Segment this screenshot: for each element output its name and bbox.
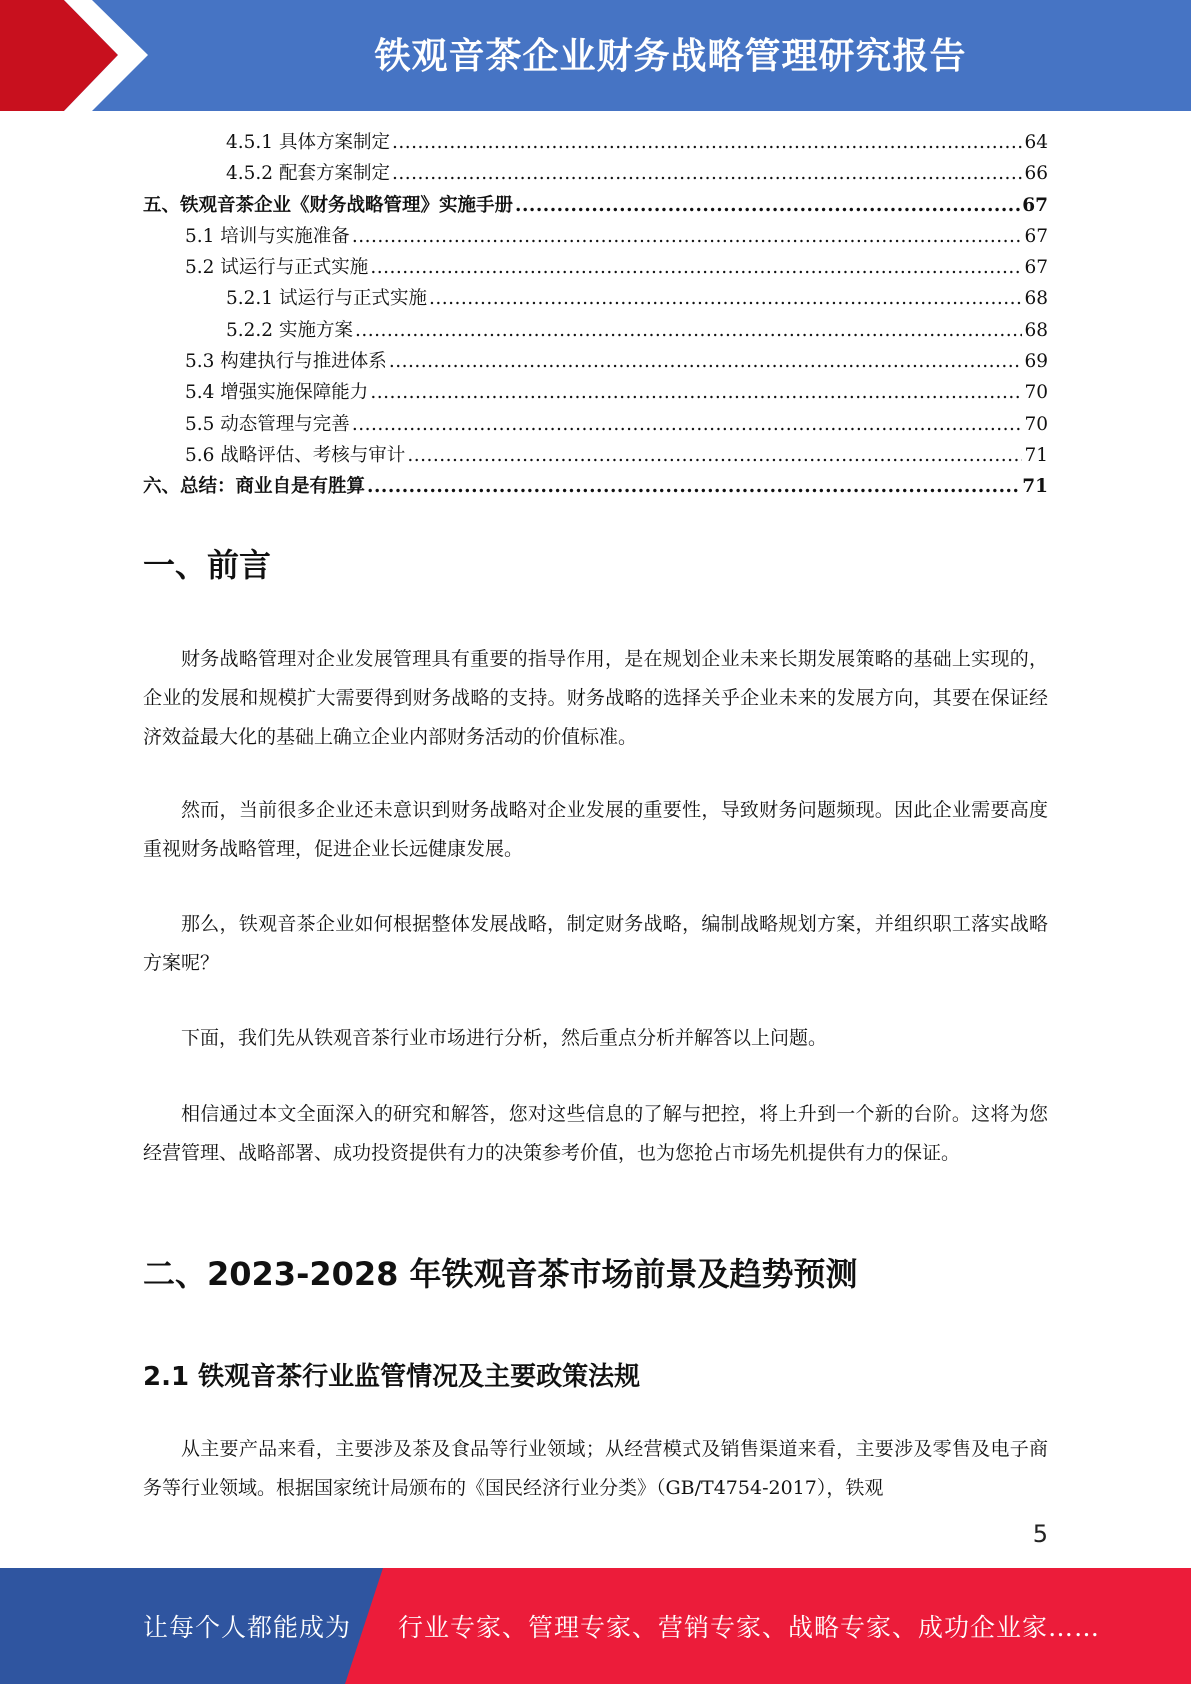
toc-entry-label: 5.3 构建执行与推进体系 [185,351,387,373]
toc-entry-label: 5.4 增强实施保障能力 [185,382,369,404]
body-paragraph: 从主要产品来看，主要涉及茶及食品等行业领域；从经营模式及销售渠道来看，主要涉及零售及电子商务等行业领域。根据国家统计局颁布的《国民经济行业分类》（GB/T4754-2017），铁观 [143,1438,1048,1499]
toc-entry-page: 67 [1022,194,1048,216]
toc-leader-dots [355,315,1023,346]
toc-entry[interactable] [143,190,1048,221]
toc-entry-page: 68 [1024,288,1048,310]
toc-entry[interactable] [143,440,1048,471]
toc-leader-dots [352,409,1023,440]
toc-entry[interactable] [143,409,1048,440]
toc-entry-label: 5.2 试运行与正式实施 [185,257,369,279]
toc-leader-dots [407,440,1022,471]
toc-entry-page: 70 [1024,413,1048,435]
body-paragraph: 下面，我们先从铁观音茶行业市场进行分析，然后重点分析并解答以上问题。 [181,1027,828,1049]
toc-leader-dots [392,158,1022,189]
toc-entry[interactable] [143,252,1048,283]
body-paragraph: 然而，当前很多企业还未意识到财务战略对企业发展的重要性，导致财务问题频现。因此企业需要高度重视财务战略管理，促进企业长远健康发展。 [143,799,1048,860]
toc-entry[interactable] [143,377,1048,408]
toc-leader-dots [515,190,1020,221]
toc-entry-label: 4.5.2 配套方案制定 [226,163,390,185]
subsection-heading-regulation: 2.1 铁观音茶行业监管情况及主要政策法规 [143,1362,641,1392]
body-paragraph: 财务战略管理对企业发展管理具有重要的指导作用，是在规划企业未来长期发展策略的基础上实现的，企业的发展和规模扩大需要得到财务战略的支持。财务战略的选择关乎企业未来的发展方向，其要在保证经济效益最大化的基础上确立企业内部财务活动的价值标准。 [143,648,1048,748]
toc-entry-label: 六、总结：商业自是有胜算 [143,476,366,498]
header-banner [0,0,1191,111]
page-number: 5 [1032,1520,1048,1548]
toc-entry-page: 66 [1024,163,1048,185]
toc-entry-label: 5.5 动态管理与完善 [185,413,350,435]
toc-entry[interactable] [143,346,1048,377]
report-title: 铁观音茶企业财务战略管理研究报告 [374,36,967,77]
footer-slogan-left: 让每个人都能成为 [143,1613,352,1642]
toc-leader-dots [429,283,1022,314]
footer-slogan-right: 行业专家、管理专家、营销专家、战略专家、成功企业家…… [398,1613,1101,1642]
toc-entry[interactable] [143,158,1048,189]
toc-entry[interactable] [143,471,1048,502]
toc-entry-page: 71 [1024,444,1048,466]
toc-entry-page: 67 [1024,257,1048,279]
toc-entry-label: 4.5.1 具体方案制定 [226,132,390,153]
toc-entry-page: 69 [1024,351,1048,373]
toc-entry-label: 5.2.2 实施方案 [226,319,353,341]
toc-entry-label: 5.1 培训与实施准备 [185,225,350,247]
toc-entry-page: 71 [1022,476,1048,498]
toc-entry-label: 5.6 战略评估、考核与审计 [185,444,406,466]
footer-banner [0,1568,1191,1684]
toc-leader-dots [370,252,1022,283]
table-of-contents [143,127,1048,503]
body-paragraph: 那么，铁观音茶企业如何根据整体发展战略，制定财务战略，编制战略规划方案，并组织职工落实战略方案呢？ [143,913,1048,974]
section-heading-market-outlook: 二、2023-2028 年铁观音茶市场前景及趋势预测 [143,1255,858,1293]
toc-entry-page: 64 [1024,132,1048,153]
body-paragraph: 相信通过本文全面深入的研究和解答，您对这些信息的了解与把控，将上升到一个新的台阶。这将为您经营管理、战略部署、成功投资提供有力的决策参考价值，也为您抢占市场先机提供有力的保证。 [143,1103,1048,1164]
toc-leader-dots [367,471,1020,502]
toc-entry[interactable] [143,221,1048,252]
section-heading-preface: 一、前言 [143,546,272,584]
toc-entry-page: 68 [1024,319,1048,341]
toc-entry-label: 5.2.1 试运行与正式实施 [226,288,427,310]
toc-leader-dots [389,346,1023,377]
toc-entry-page: 67 [1024,225,1048,247]
toc-entry-label: 五、铁观音茶企业《财务战略管理》实施手册 [143,194,514,216]
toc-entry-page: 70 [1024,382,1048,404]
toc-leader-dots [370,377,1022,408]
toc-entry[interactable] [143,315,1048,346]
toc-leader-dots [392,127,1022,158]
toc-leader-dots [352,221,1023,252]
toc-entry[interactable] [143,127,1048,158]
toc-entry[interactable] [143,283,1048,314]
